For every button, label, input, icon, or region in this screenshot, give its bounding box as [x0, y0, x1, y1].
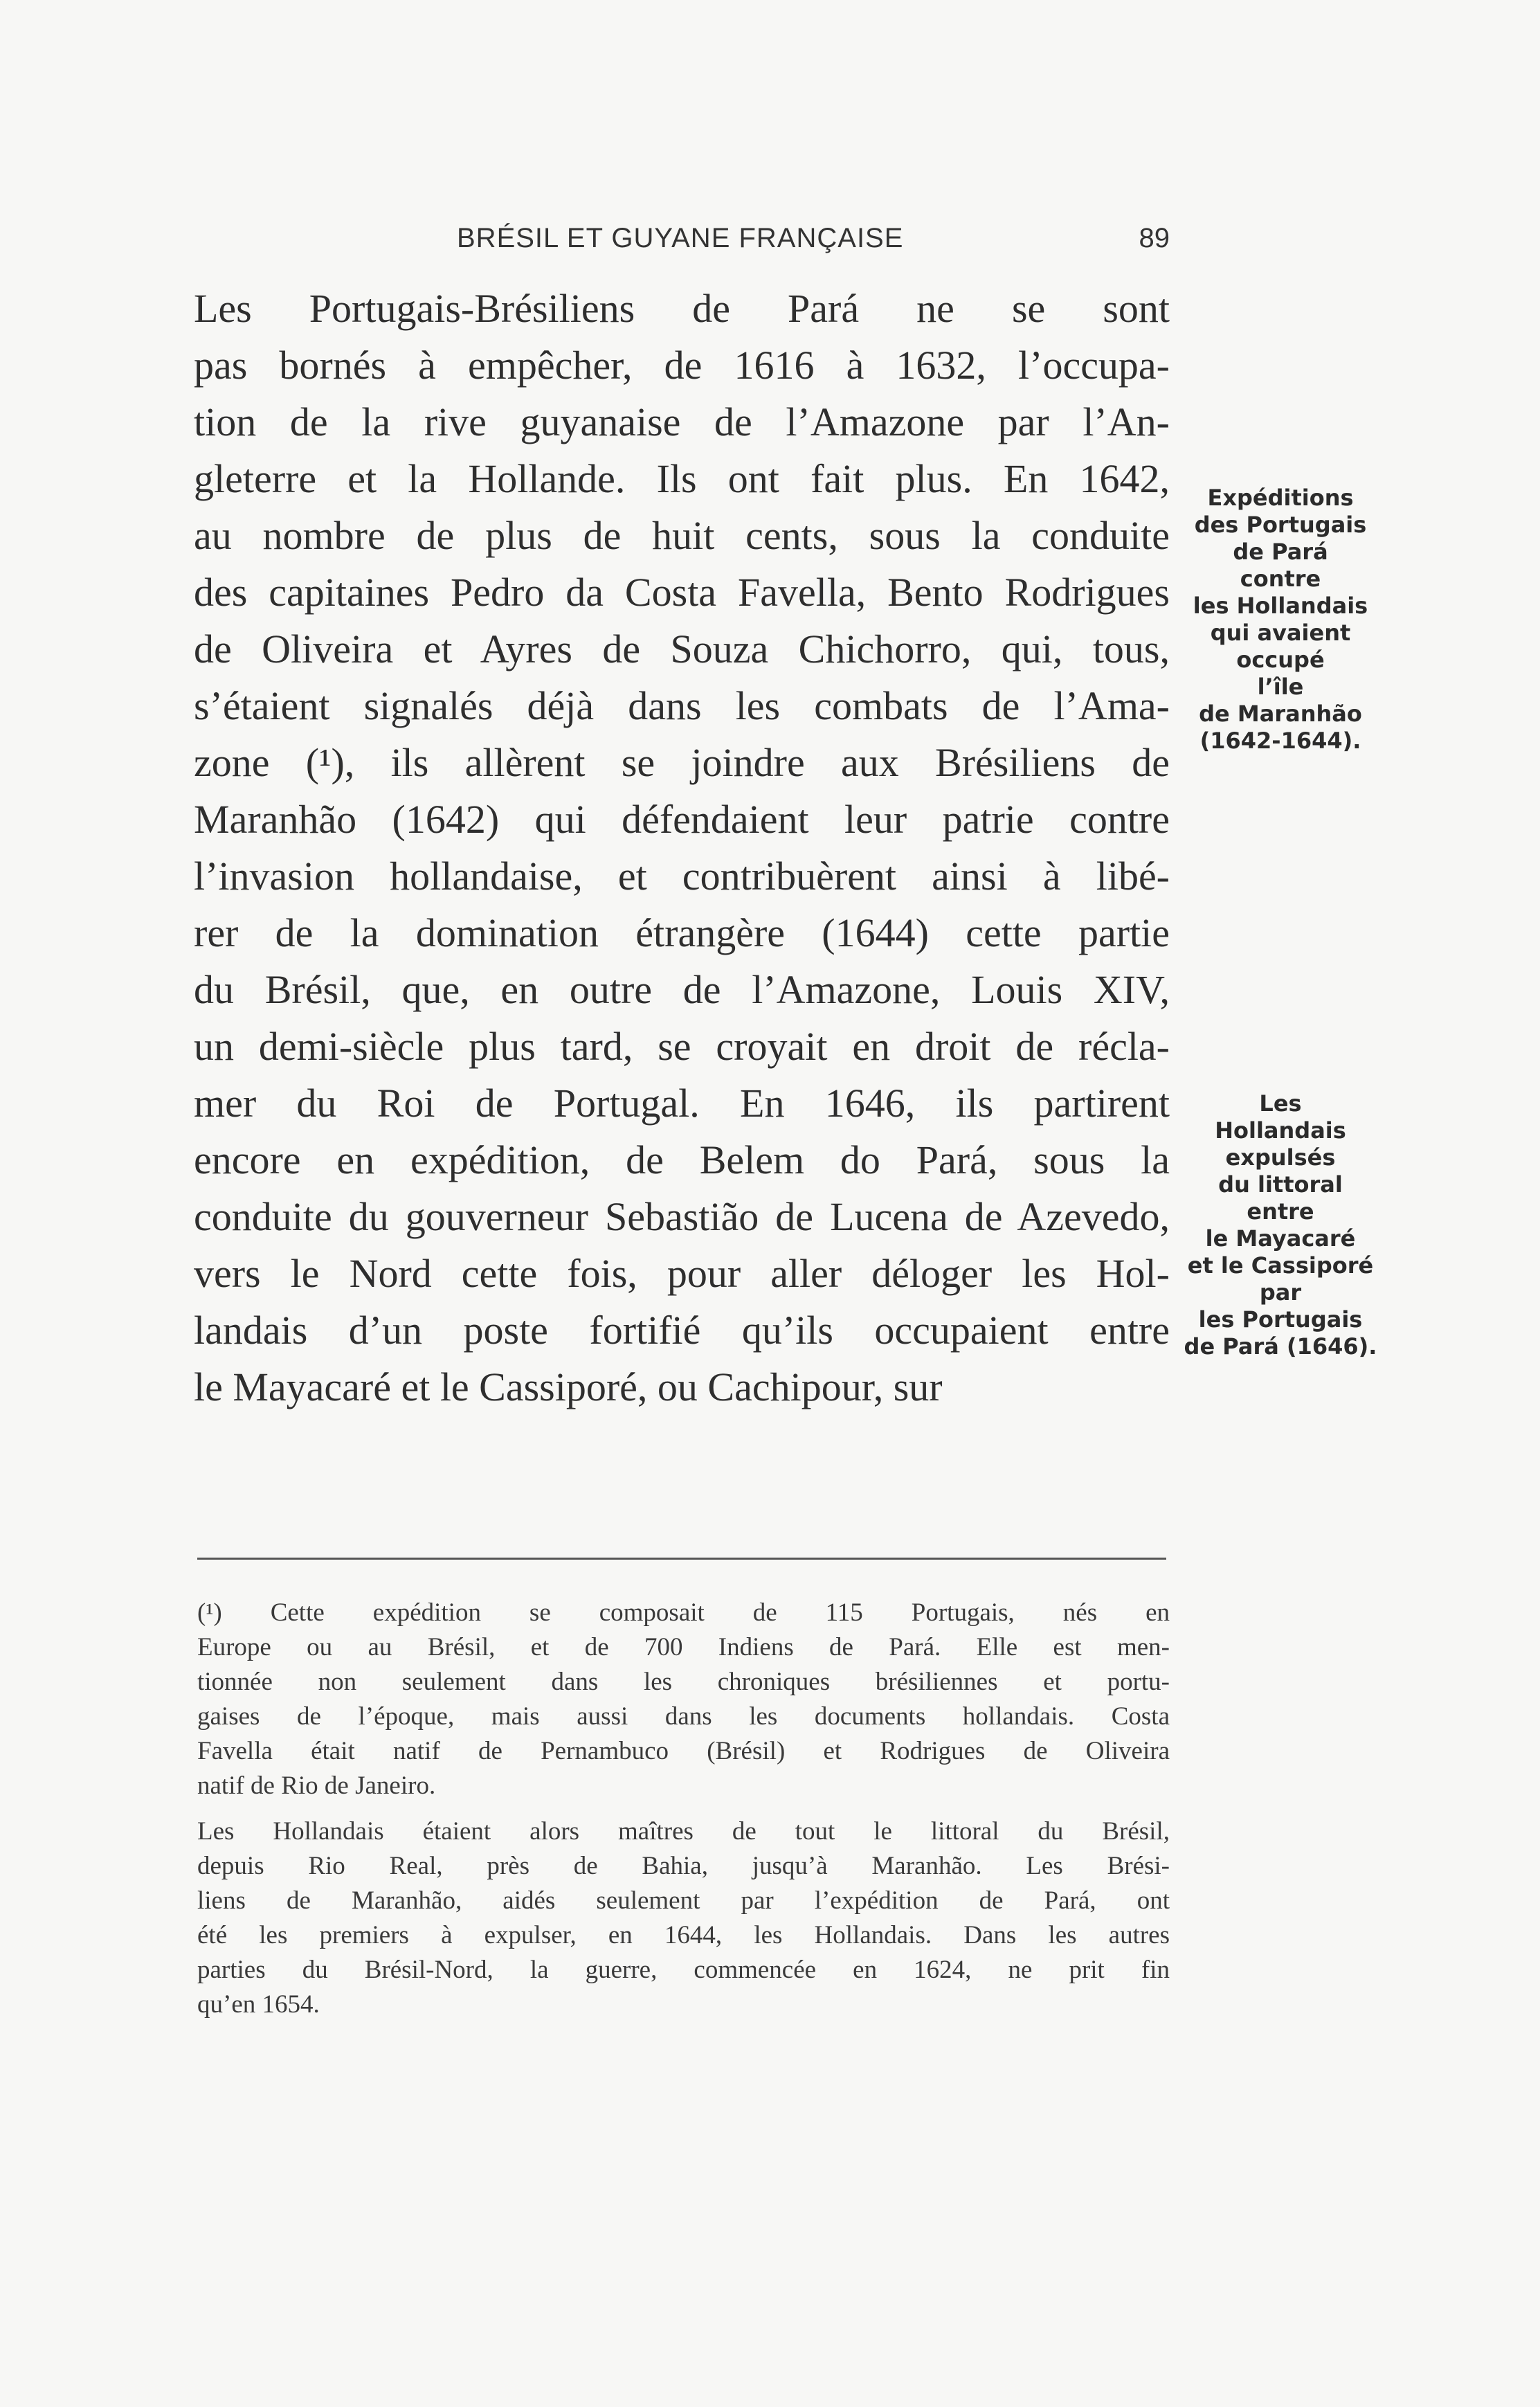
text-line: gleterre et la Hollande. Ils ont fait plus. En 1642,: [194, 456, 1170, 501]
margin-note-line: et le Cassiporé: [1187, 1252, 1374, 1279]
footnote-line: tionnée non seulement dans les chroniques brésiliennes et portu-: [197, 1668, 1170, 1696]
margin-note-line: qui avaient: [1210, 620, 1351, 646]
text-line: du Brésil, que, en outre de l’Amazone, Louis XIV,: [194, 967, 1170, 1012]
footnote-line: natif de Rio de Janeiro.: [197, 1772, 436, 1800]
margin-note-line: Les: [1259, 1090, 1302, 1117]
footnote-separator: [197, 1558, 1166, 1560]
text-line: pas bornés à empêcher, de 1616 à 1632, l’occupa-: [194, 343, 1170, 388]
footnote-line: qu’en 1654.: [197, 1990, 320, 2019]
footnote-line: depuis Rio Real, près de Bahia, jusqu’à Maranhão. Les Brési-: [197, 1852, 1170, 1880]
margin-note-line: les Hollandais: [1193, 593, 1368, 619]
margin-note-line: occupé: [1236, 647, 1325, 673]
text-line: au nombre de plus de huit cents, sous la conduite: [194, 513, 1170, 558]
margin-note-line: les Portugais: [1198, 1306, 1363, 1333]
margin-note-line: le Mayacaré: [1205, 1225, 1356, 1252]
margin-note-hollandais: [1184, 1090, 1377, 1360]
text-line: encore en expédition, de Belem do Pará, sous la: [194, 1137, 1170, 1182]
text-line: vers le Nord cette fois, pour aller déloger les Hol-: [194, 1251, 1170, 1296]
text-line: des capitaines Pedro da Costa Favella, Bento Rodrigues: [194, 570, 1170, 615]
text-line: zone (¹), ils allèrent se joindre aux Brésiliens de: [194, 740, 1170, 785]
margin-note-line: Hollandais: [1215, 1117, 1346, 1144]
margin-note-expeditions: [1184, 485, 1377, 755]
margin-note-line: de Pará: [1233, 539, 1328, 565]
text-line: s’étaient signalés déjà dans les combats de l’Ama-: [194, 683, 1170, 728]
footnote-line: liens de Maranhão, aidés seulement par l’expédition de Pará, ont: [197, 1886, 1170, 1915]
margin-note-line: Expéditions: [1207, 485, 1354, 511]
footnote-line: Favella était natif de Pernambuco (Brésil) et Rodrigues de Oliveira: [197, 1737, 1170, 1765]
footnote-line: Europe ou au Brésil, et de 700 Indiens de Pará. Elle est men-: [197, 1633, 1170, 1661]
text-line: tion de la rive guyanaise de l’Amazone par l’An-: [194, 399, 1170, 444]
text-line: conduite du gouverneur Sebastião de Lucena de Azevedo,: [194, 1194, 1170, 1239]
margin-note-line: (1642-1644).: [1199, 728, 1361, 754]
margin-note-line: l’île: [1257, 674, 1304, 700]
page-number: 89: [1139, 223, 1170, 253]
text-line: landais d’un poste fortifié qu’ils occupaient entre: [194, 1308, 1170, 1353]
running-title: BRÉSIL ET GUYANE FRANÇAISE: [457, 223, 904, 253]
page-header: [194, 223, 1170, 264]
margin-note-line: entre: [1247, 1198, 1314, 1225]
margin-note-line: par: [1259, 1279, 1302, 1306]
margin-note-line: de Pará (1646).: [1184, 1333, 1377, 1360]
footnote-line: parties du Brésil-Nord, la guerre, commencée en 1624, ne prit fin: [197, 1956, 1170, 1984]
margin-note-line: du littoral: [1218, 1171, 1343, 1198]
margin-note-line: de Maranhão: [1199, 701, 1362, 727]
text-line: le Mayacaré et le Cassiporé, ou Cachipour, sur: [194, 1364, 943, 1409]
text-line: rer de la domination étrangère (1644) cette partie: [194, 910, 1170, 955]
text-line: Les Portugais-Brésiliens de Pará ne se sont: [194, 286, 1170, 331]
main-text: [194, 280, 1170, 1416]
footnote-line: été les premiers à expulser, en 1644, les Hollandais. Dans les autres: [197, 1921, 1170, 1949]
text-line: Maranhão (1642) qui défendaient leur patrie contre: [194, 797, 1170, 842]
margin-note-line: contre: [1240, 566, 1321, 592]
margin-note-line: expulsés: [1225, 1144, 1336, 1171]
text-line: mer du Roi de Portugal. En 1646, ils partirent: [194, 1081, 1170, 1126]
text-line: l’invasion hollandaise, et contribuèrent ainsi à libé-: [194, 854, 1170, 899]
text-line: un demi-siècle plus tard, se croyait en droit de récla-: [194, 1024, 1170, 1069]
text-line: de Oliveira et Ayres de Souza Chichorro, qui, tous,: [194, 626, 1170, 671]
footnotes: [197, 1596, 1170, 2033]
margin-note-line: des Portugais: [1194, 512, 1367, 538]
footnote-line: (¹) Cette expédition se composait de 115 Portugais, nés en: [197, 1598, 1170, 1627]
footnote-line: gaises de l’époque, mais aussi dans les documents hollandais. Costa: [197, 1702, 1170, 1731]
footnote-line: Les Hollandais étaient alors maîtres de tout le littoral du Brésil,: [197, 1817, 1170, 1846]
